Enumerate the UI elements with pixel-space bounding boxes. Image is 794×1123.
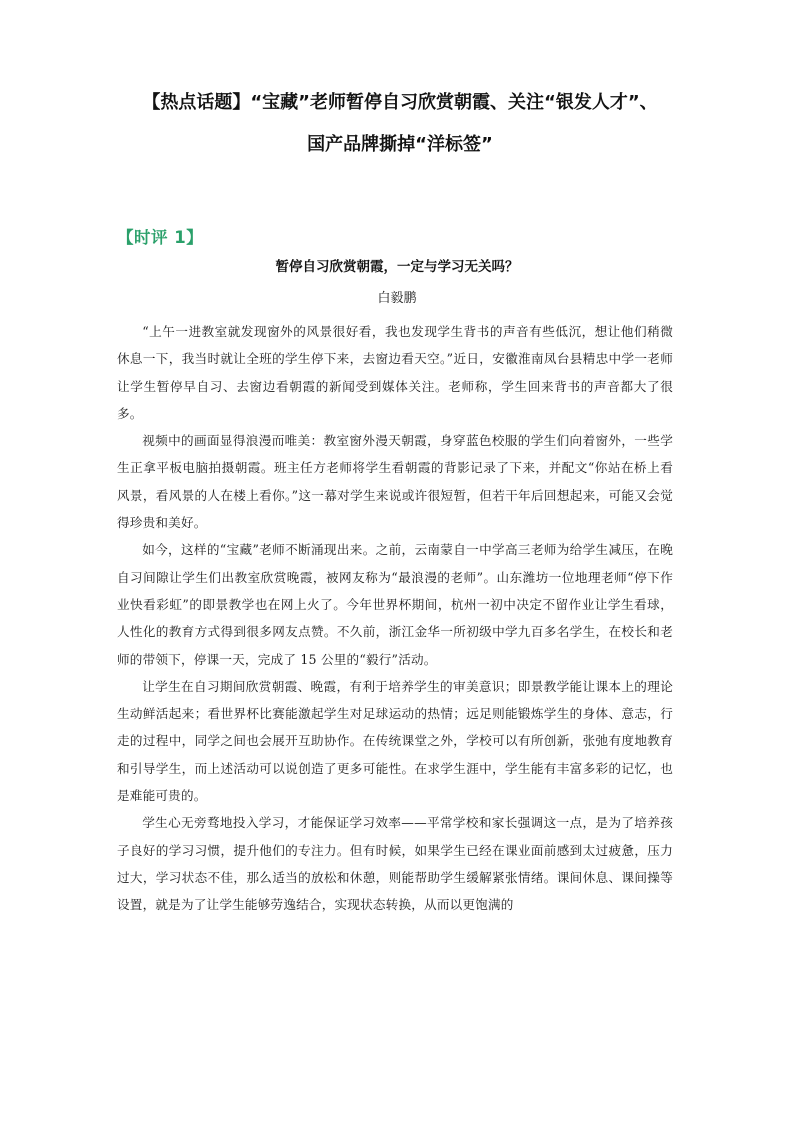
section-label: 【时评 1】 (117, 228, 204, 247)
document-title (100, 82, 700, 166)
title-line-1: 【热点话题】“宝藏”老师暂停自习欣赏朝霞、关注“银发人才”、 (142, 92, 658, 113)
paragraph: 学生心无旁骛地投入学习，才能保证学习效率——平常学校和家长强调这一点，是为了培养孩子良好的学习习惯，提升他们的专注力。但有时候，如果学生已经在课业面前感到太过疲惫，压力过大，学习状态不佳，那么适当的放松和休憩，则能帮助学生缓解紧张情绪。课间休息、课间操等设置，就是为了让学生能够劳逸结合，实现状态转换，从而以更饱满的 (117, 815, 673, 913)
article-author: 白毅鹏 (377, 291, 417, 306)
paragraph: 视频中的画面显得浪漫而唯美：教室窗外漫天朝霞，身穿蓝色校服的学生们向着窗外，一些学生正拿平板电脑拍摄朝霞。班主任方老师将学生看朝霞的背影记录了下来，并配文“你站在桥上看风景，看风景的人在楼上看你。”这一幕对学生来说或许很短暂，但若干年后回想起来，可能又会觉得珍贵和美好。 (117, 433, 673, 531)
paragraph: 让学生在自习期间欣赏朝霞、晚霞，有利于培养学生的审美意识；即景教学能让课本上的理论生动鲜活起来；看世界杯比赛能激起学生对足球运动的热情；远足则能锻炼学生的身体、意志，行走的过程中，同学之间也会展开互助协作。在传统课堂之外，学校可以有所创新，张弛有度地教育和引导学生，而上述活动可以说创造了更多可能性。在求学生涯中，学生能有丰富多彩的记忆，也是难能可贵的。 (117, 678, 673, 804)
article-title: 暂停自习欣赏朝霞，一定与学习无关吗？ (275, 259, 519, 275)
article-body (117, 318, 673, 919)
title-line-2: 国产品牌撕掉“洋标签” (307, 134, 493, 155)
paragraph: 如今，这样的“宝藏”老师不断涌现出来。之前，云南蒙自一中学高三老师为给学生减压，在晚自习间隙让学生们出教室欣赏晚霞，被网友称为“最浪漫的老师”。山东潍坊一位地理老师“停下作业快看彩虹”的即景教学也在网上火了。今年世界杯期间，杭州一初中决定不留作业让学生看球，人性化的教育方式得到很多网友点赞。不久前，浙江金华一所初级中学九百多名学生，在校长和老师的带领下，停课一天，完成了 15 公里的“毅行”活动。 (117, 542, 673, 667)
paragraph: “上午一进教室就发现窗外的风景很好看，我也发现学生背书的声音有些低沉，想让他们稍微休息一下，我当时就让全班的学生停下来，去窗边看天空。”近日，安徽淮南凤台县精忠中学一老师让学生暂停早自习、去窗边看朝霞的新闻受到媒体关注。老师称，学生回来背书的声音都大了很多。 (117, 324, 673, 421)
